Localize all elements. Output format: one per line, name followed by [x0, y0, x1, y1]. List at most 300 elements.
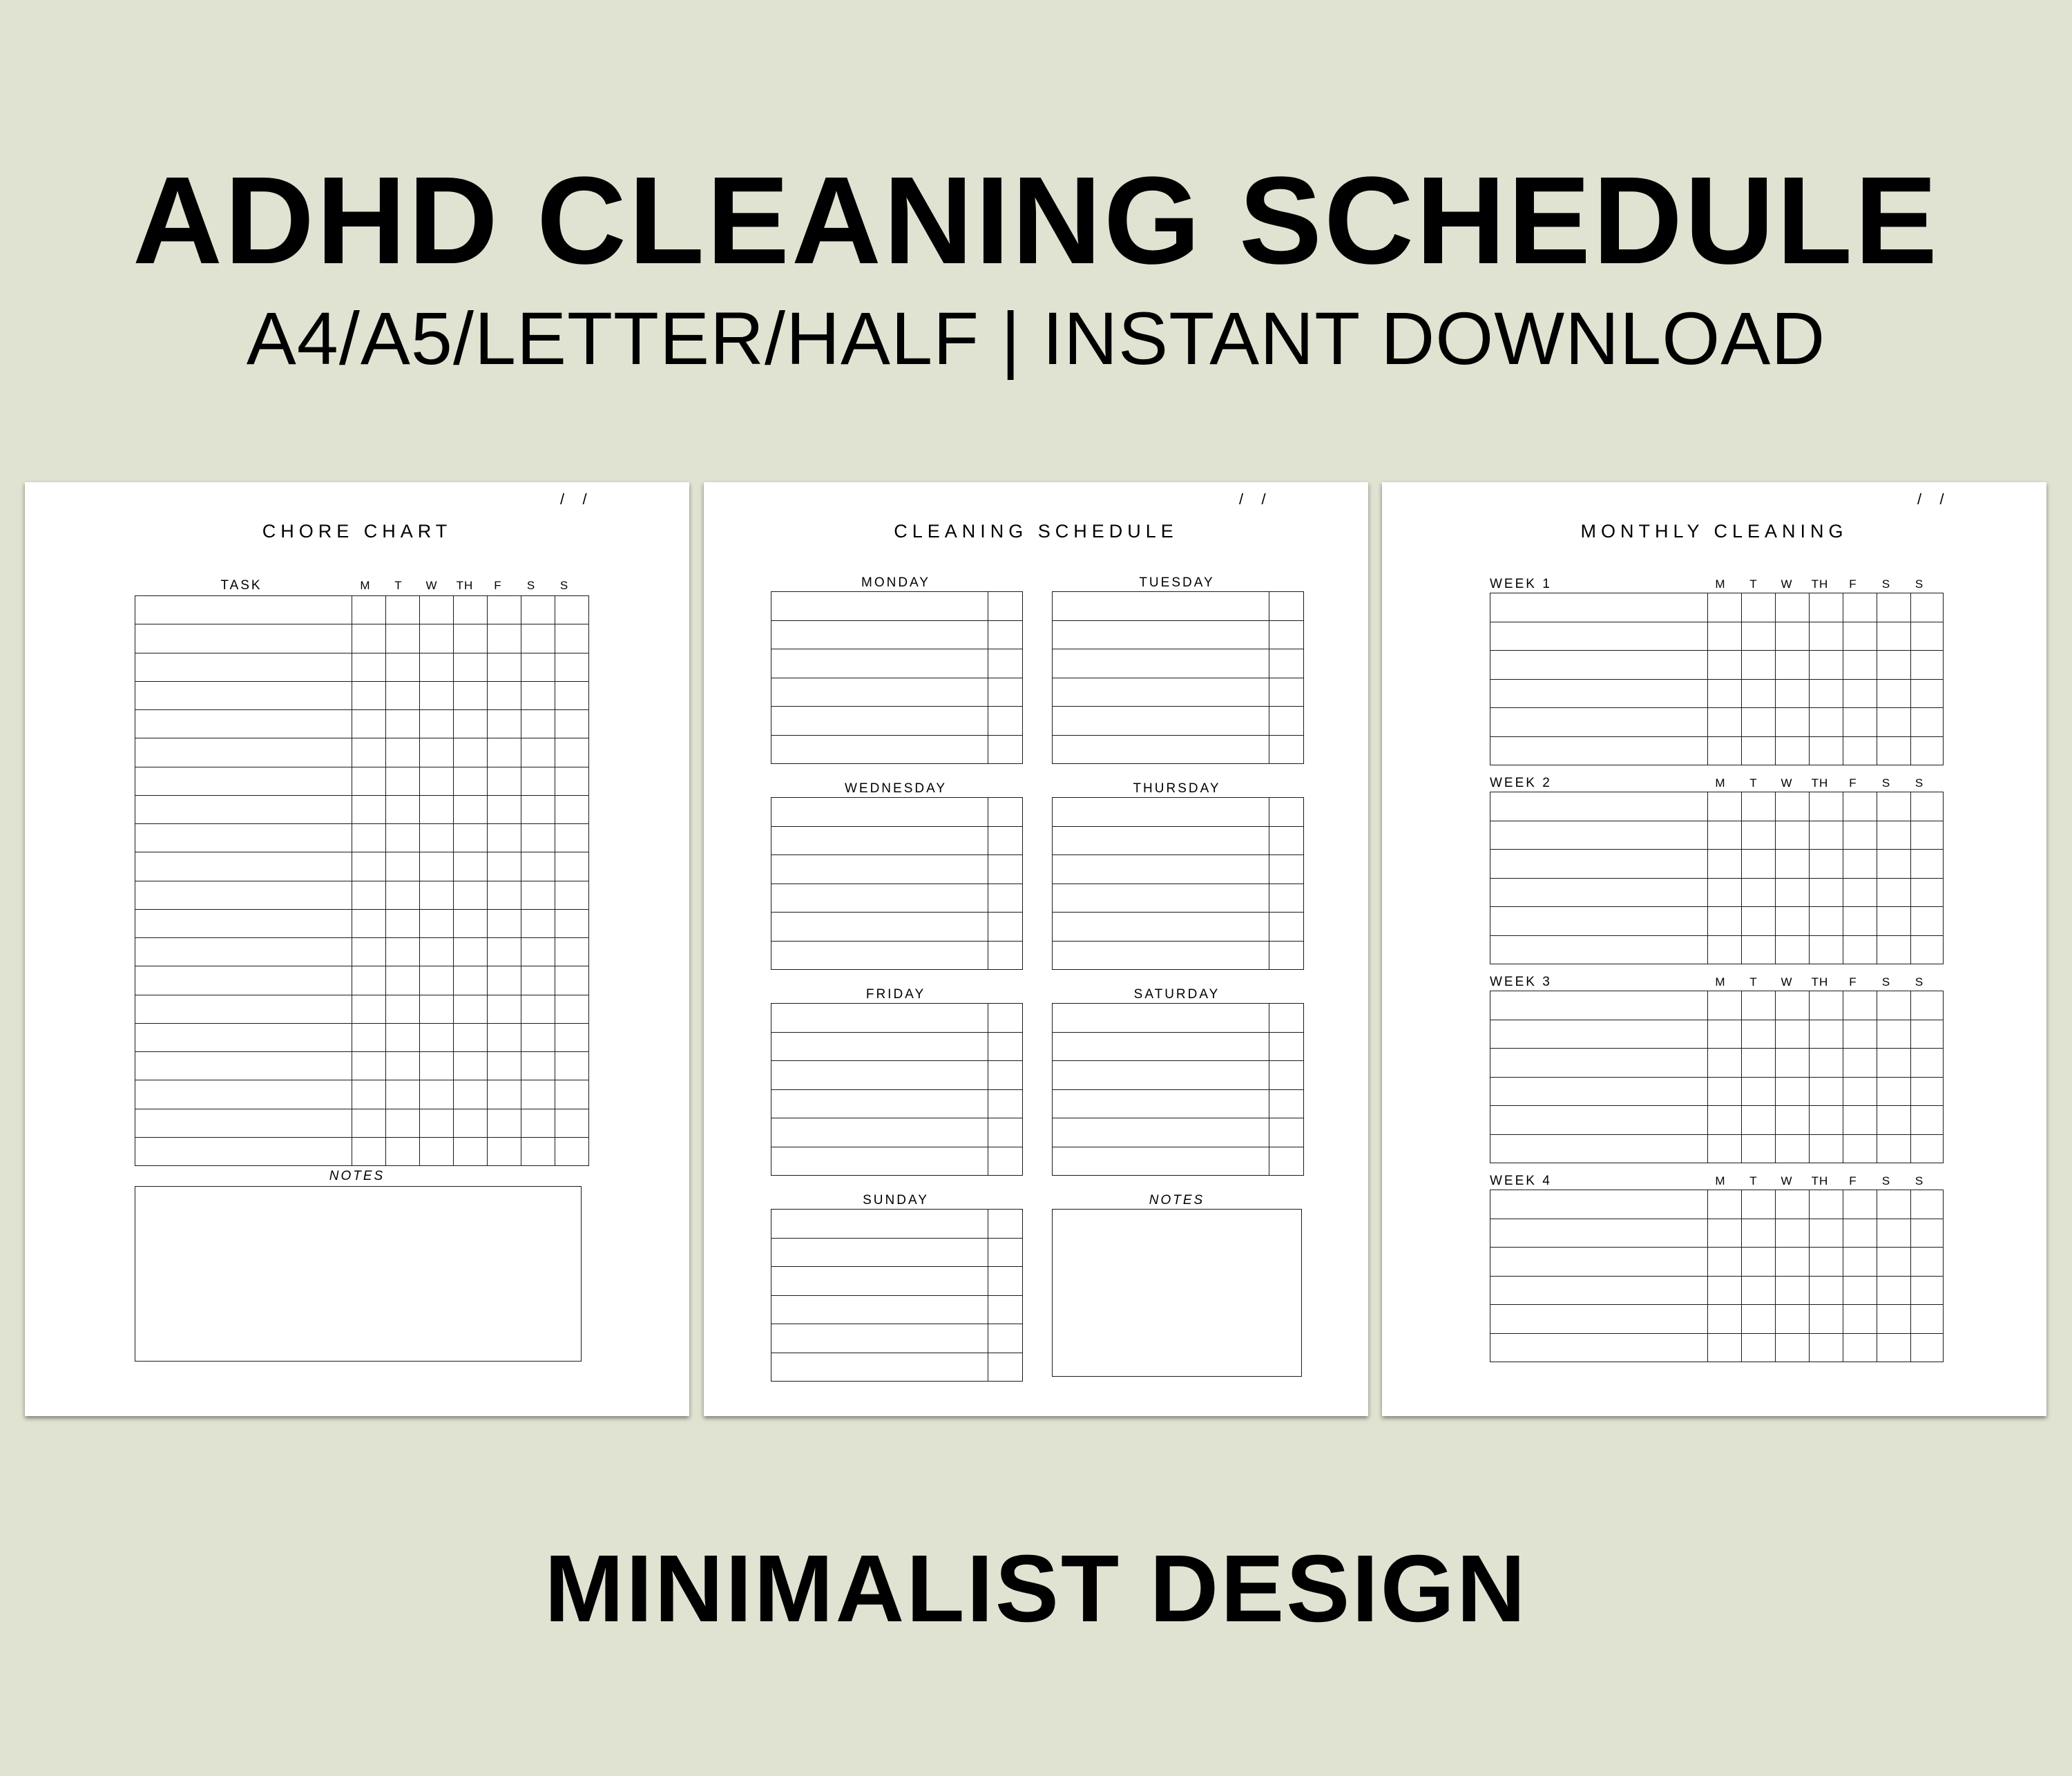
task-cell[interactable]	[771, 826, 988, 855]
check-cell[interactable]	[1877, 736, 1911, 765]
check-cell[interactable]	[488, 852, 521, 881]
task-cell[interactable]	[771, 1210, 988, 1239]
task-cell[interactable]	[135, 767, 352, 795]
check-cell[interactable]	[1843, 651, 1877, 680]
check-cell[interactable]	[420, 1137, 454, 1165]
task-cell[interactable]	[1490, 1134, 1708, 1163]
check-cell[interactable]	[1269, 855, 1304, 884]
check-cell[interactable]	[352, 824, 386, 852]
check-cell[interactable]	[1843, 736, 1877, 765]
check-cell[interactable]	[1742, 736, 1776, 765]
check-cell[interactable]	[386, 795, 420, 823]
check-cell[interactable]	[555, 1023, 589, 1051]
task-cell[interactable]	[135, 966, 352, 995]
task-cell[interactable]	[771, 1324, 988, 1353]
check-cell[interactable]	[454, 653, 488, 681]
task-cell[interactable]	[1490, 1248, 1708, 1277]
check-cell[interactable]	[1708, 1077, 1742, 1106]
check-cell[interactable]	[521, 681, 555, 709]
check-cell[interactable]	[1877, 1305, 1911, 1334]
task-cell[interactable]	[771, 620, 988, 649]
check-cell[interactable]	[1810, 1049, 1843, 1078]
check-cell[interactable]	[1810, 878, 1843, 907]
task-cell[interactable]	[771, 1267, 988, 1296]
check-cell[interactable]	[555, 1052, 589, 1080]
check-cell[interactable]	[1742, 622, 1776, 651]
check-cell[interactable]	[352, 909, 386, 937]
check-cell[interactable]	[1911, 593, 1944, 622]
check-cell[interactable]	[1810, 792, 1843, 821]
task-cell[interactable]	[1490, 1077, 1708, 1106]
check-cell[interactable]	[1810, 1020, 1843, 1049]
check-cell[interactable]	[1742, 1020, 1776, 1049]
check-cell[interactable]	[386, 710, 420, 738]
check-cell[interactable]	[420, 852, 454, 881]
check-cell[interactable]	[1911, 1106, 1944, 1135]
check-cell[interactable]	[1776, 1305, 1810, 1334]
task-cell[interactable]	[771, 941, 988, 970]
check-cell[interactable]	[1708, 1219, 1742, 1248]
check-cell[interactable]	[1877, 935, 1911, 964]
check-cell[interactable]	[988, 735, 1023, 764]
check-cell[interactable]	[1911, 1020, 1944, 1049]
check-cell[interactable]	[1776, 1333, 1810, 1362]
check-cell[interactable]	[521, 938, 555, 966]
check-cell[interactable]	[1877, 1134, 1911, 1163]
check-cell[interactable]	[555, 966, 589, 995]
check-cell[interactable]	[420, 995, 454, 1023]
check-cell[interactable]	[1911, 679, 1944, 708]
check-cell[interactable]	[1843, 1134, 1877, 1163]
check-cell[interactable]	[988, 1210, 1023, 1239]
task-cell[interactable]	[1490, 651, 1708, 680]
check-cell[interactable]	[1708, 736, 1742, 765]
check-cell[interactable]	[1269, 1032, 1304, 1061]
task-cell[interactable]	[1053, 735, 1269, 764]
check-cell[interactable]	[352, 795, 386, 823]
check-cell[interactable]	[1776, 821, 1810, 850]
check-cell[interactable]	[1708, 651, 1742, 680]
check-cell[interactable]	[488, 1080, 521, 1109]
check-cell[interactable]	[1708, 1248, 1742, 1277]
check-cell[interactable]	[988, 1353, 1023, 1382]
check-cell[interactable]	[988, 1147, 1023, 1176]
task-cell[interactable]	[135, 738, 352, 767]
check-cell[interactable]	[386, 1137, 420, 1165]
check-cell[interactable]	[988, 1238, 1023, 1267]
check-cell[interactable]	[1776, 878, 1810, 907]
check-cell[interactable]	[988, 707, 1023, 736]
check-cell[interactable]	[1269, 1147, 1304, 1176]
check-cell[interactable]	[488, 824, 521, 852]
check-cell[interactable]	[1776, 1248, 1810, 1277]
check-cell[interactable]	[352, 881, 386, 909]
check-cell[interactable]	[988, 884, 1023, 913]
check-cell[interactable]	[1911, 991, 1944, 1020]
check-cell[interactable]	[1742, 878, 1776, 907]
check-cell[interactable]	[1810, 651, 1843, 680]
check-cell[interactable]	[1877, 1276, 1911, 1305]
check-cell[interactable]	[1269, 826, 1304, 855]
check-cell[interactable]	[352, 681, 386, 709]
task-cell[interactable]	[771, 1118, 988, 1147]
check-cell[interactable]	[555, 767, 589, 795]
check-cell[interactable]	[1708, 907, 1742, 936]
check-cell[interactable]	[1911, 1333, 1944, 1362]
task-cell[interactable]	[771, 1238, 988, 1267]
check-cell[interactable]	[1776, 1077, 1810, 1106]
check-cell[interactable]	[1843, 1106, 1877, 1135]
check-cell[interactable]	[1742, 593, 1776, 622]
check-cell[interactable]	[1877, 1219, 1911, 1248]
check-cell[interactable]	[488, 881, 521, 909]
check-cell[interactable]	[988, 592, 1023, 621]
check-cell[interactable]	[521, 596, 555, 624]
check-cell[interactable]	[420, 909, 454, 937]
check-cell[interactable]	[420, 1023, 454, 1051]
check-cell[interactable]	[488, 995, 521, 1023]
task-cell[interactable]	[771, 1004, 988, 1033]
check-cell[interactable]	[521, 1052, 555, 1080]
check-cell[interactable]	[1776, 679, 1810, 708]
notes-box[interactable]	[1052, 1209, 1302, 1377]
check-cell[interactable]	[386, 624, 420, 653]
task-cell[interactable]	[1490, 792, 1708, 821]
check-cell[interactable]	[352, 1137, 386, 1165]
check-cell[interactable]	[454, 995, 488, 1023]
task-cell[interactable]	[1053, 941, 1269, 970]
check-cell[interactable]	[1269, 1061, 1304, 1090]
check-cell[interactable]	[1708, 1190, 1742, 1219]
task-cell[interactable]	[1053, 707, 1269, 736]
check-cell[interactable]	[420, 824, 454, 852]
check-cell[interactable]	[454, 710, 488, 738]
task-cell[interactable]	[135, 824, 352, 852]
check-cell[interactable]	[1810, 1248, 1843, 1277]
check-cell[interactable]	[386, 881, 420, 909]
check-cell[interactable]	[1708, 1333, 1742, 1362]
check-cell[interactable]	[386, 738, 420, 767]
check-cell[interactable]	[1877, 651, 1911, 680]
check-cell[interactable]	[386, 824, 420, 852]
check-cell[interactable]	[555, 824, 589, 852]
task-cell[interactable]	[771, 735, 988, 764]
check-cell[interactable]	[454, 1023, 488, 1051]
check-cell[interactable]	[1877, 991, 1911, 1020]
check-cell[interactable]	[521, 852, 555, 881]
check-cell[interactable]	[988, 826, 1023, 855]
check-cell[interactable]	[386, 596, 420, 624]
check-cell[interactable]	[1810, 679, 1843, 708]
check-cell[interactable]	[454, 938, 488, 966]
check-cell[interactable]	[555, 909, 589, 937]
task-cell[interactable]	[1053, 1089, 1269, 1118]
check-cell[interactable]	[1877, 821, 1911, 850]
check-cell[interactable]	[1843, 1248, 1877, 1277]
task-cell[interactable]	[1053, 1032, 1269, 1061]
task-cell[interactable]	[1053, 913, 1269, 942]
check-cell[interactable]	[555, 938, 589, 966]
check-cell[interactable]	[1776, 1106, 1810, 1135]
check-cell[interactable]	[454, 1109, 488, 1137]
check-cell[interactable]	[386, 938, 420, 966]
task-cell[interactable]	[135, 938, 352, 966]
check-cell[interactable]	[352, 1109, 386, 1137]
check-cell[interactable]	[1708, 622, 1742, 651]
check-cell[interactable]	[1776, 935, 1810, 964]
task-cell[interactable]	[135, 624, 352, 653]
check-cell[interactable]	[352, 995, 386, 1023]
check-cell[interactable]	[1776, 651, 1810, 680]
task-cell[interactable]	[1053, 620, 1269, 649]
task-cell[interactable]	[1053, 649, 1269, 678]
check-cell[interactable]	[1269, 620, 1304, 649]
task-cell[interactable]	[1053, 678, 1269, 707]
check-cell[interactable]	[1843, 593, 1877, 622]
check-cell[interactable]	[488, 624, 521, 653]
check-cell[interactable]	[1911, 907, 1944, 936]
check-cell[interactable]	[1843, 1020, 1877, 1049]
task-cell[interactable]	[1053, 855, 1269, 884]
task-cell[interactable]	[1490, 1020, 1708, 1049]
check-cell[interactable]	[1742, 792, 1776, 821]
check-cell[interactable]	[488, 1023, 521, 1051]
check-cell[interactable]	[420, 738, 454, 767]
check-cell[interactable]	[386, 1023, 420, 1051]
check-cell[interactable]	[1877, 1248, 1911, 1277]
task-cell[interactable]	[771, 678, 988, 707]
check-cell[interactable]	[1742, 1219, 1776, 1248]
check-cell[interactable]	[1269, 913, 1304, 942]
task-cell[interactable]	[1490, 736, 1708, 765]
check-cell[interactable]	[1911, 1190, 1944, 1219]
check-cell[interactable]	[386, 1109, 420, 1137]
task-cell[interactable]	[1490, 1219, 1708, 1248]
check-cell[interactable]	[1708, 1020, 1742, 1049]
notes-box[interactable]	[135, 1186, 582, 1362]
check-cell[interactable]	[454, 596, 488, 624]
check-cell[interactable]	[1776, 708, 1810, 737]
check-cell[interactable]	[521, 995, 555, 1023]
check-cell[interactable]	[1911, 850, 1944, 879]
check-cell[interactable]	[1911, 935, 1944, 964]
check-cell[interactable]	[1843, 1333, 1877, 1362]
check-cell[interactable]	[488, 1137, 521, 1165]
task-cell[interactable]	[135, 795, 352, 823]
check-cell[interactable]	[488, 653, 521, 681]
check-cell[interactable]	[555, 653, 589, 681]
check-cell[interactable]	[1269, 592, 1304, 621]
check-cell[interactable]	[1742, 1248, 1776, 1277]
check-cell[interactable]	[488, 738, 521, 767]
check-cell[interactable]	[1911, 1248, 1944, 1277]
check-cell[interactable]	[1810, 1134, 1843, 1163]
check-cell[interactable]	[1742, 935, 1776, 964]
check-cell[interactable]	[988, 620, 1023, 649]
check-cell[interactable]	[1742, 1106, 1776, 1135]
check-cell[interactable]	[521, 767, 555, 795]
check-cell[interactable]	[1877, 878, 1911, 907]
check-cell[interactable]	[1269, 707, 1304, 736]
check-cell[interactable]	[1708, 850, 1742, 879]
check-cell[interactable]	[1911, 736, 1944, 765]
check-cell[interactable]	[1877, 708, 1911, 737]
check-cell[interactable]	[521, 824, 555, 852]
check-cell[interactable]	[454, 795, 488, 823]
check-cell[interactable]	[555, 710, 589, 738]
check-cell[interactable]	[1776, 593, 1810, 622]
check-cell[interactable]	[1877, 1049, 1911, 1078]
check-cell[interactable]	[1843, 792, 1877, 821]
check-cell[interactable]	[555, 624, 589, 653]
task-cell[interactable]	[1490, 1106, 1708, 1135]
check-cell[interactable]	[454, 881, 488, 909]
check-cell[interactable]	[1911, 1049, 1944, 1078]
check-cell[interactable]	[386, 681, 420, 709]
check-cell[interactable]	[1877, 622, 1911, 651]
check-cell[interactable]	[1269, 1089, 1304, 1118]
task-cell[interactable]	[135, 710, 352, 738]
check-cell[interactable]	[420, 881, 454, 909]
check-cell[interactable]	[1810, 622, 1843, 651]
check-cell[interactable]	[386, 653, 420, 681]
check-cell[interactable]	[1708, 935, 1742, 964]
check-cell[interactable]	[420, 681, 454, 709]
check-cell[interactable]	[1911, 878, 1944, 907]
check-cell[interactable]	[1742, 651, 1776, 680]
check-cell[interactable]	[1776, 792, 1810, 821]
check-cell[interactable]	[1843, 1077, 1877, 1106]
check-cell[interactable]	[1911, 1134, 1944, 1163]
check-cell[interactable]	[352, 710, 386, 738]
check-cell[interactable]	[488, 681, 521, 709]
check-cell[interactable]	[1810, 1106, 1843, 1135]
task-cell[interactable]	[1053, 826, 1269, 855]
check-cell[interactable]	[1911, 821, 1944, 850]
check-cell[interactable]	[352, 1052, 386, 1080]
check-cell[interactable]	[352, 767, 386, 795]
check-cell[interactable]	[521, 795, 555, 823]
check-cell[interactable]	[1877, 679, 1911, 708]
check-cell[interactable]	[988, 798, 1023, 827]
check-cell[interactable]	[521, 881, 555, 909]
task-cell[interactable]	[1490, 1305, 1708, 1334]
task-cell[interactable]	[1053, 798, 1269, 827]
check-cell[interactable]	[1742, 821, 1776, 850]
check-cell[interactable]	[1810, 991, 1843, 1020]
check-cell[interactable]	[1269, 649, 1304, 678]
check-cell[interactable]	[1843, 679, 1877, 708]
check-cell[interactable]	[352, 596, 386, 624]
task-cell[interactable]	[771, 1061, 988, 1090]
check-cell[interactable]	[988, 1032, 1023, 1061]
check-cell[interactable]	[454, 824, 488, 852]
check-cell[interactable]	[1810, 736, 1843, 765]
check-cell[interactable]	[1877, 1106, 1911, 1135]
check-cell[interactable]	[1843, 991, 1877, 1020]
check-cell[interactable]	[1708, 1276, 1742, 1305]
check-cell[interactable]	[352, 938, 386, 966]
task-cell[interactable]	[771, 1353, 988, 1382]
check-cell[interactable]	[988, 1061, 1023, 1090]
check-cell[interactable]	[454, 1137, 488, 1165]
check-cell[interactable]	[1877, 1077, 1911, 1106]
check-cell[interactable]	[386, 909, 420, 937]
check-cell[interactable]	[1877, 907, 1911, 936]
check-cell[interactable]	[1269, 884, 1304, 913]
check-cell[interactable]	[488, 795, 521, 823]
check-cell[interactable]	[1810, 708, 1843, 737]
check-cell[interactable]	[1742, 1276, 1776, 1305]
check-cell[interactable]	[1810, 1190, 1843, 1219]
check-cell[interactable]	[521, 909, 555, 937]
task-cell[interactable]	[771, 1147, 988, 1176]
task-cell[interactable]	[135, 1109, 352, 1137]
check-cell[interactable]	[488, 1109, 521, 1137]
check-cell[interactable]	[1843, 1276, 1877, 1305]
task-cell[interactable]	[135, 881, 352, 909]
check-cell[interactable]	[488, 938, 521, 966]
check-cell[interactable]	[352, 653, 386, 681]
check-cell[interactable]	[988, 1295, 1023, 1324]
check-cell[interactable]	[555, 1137, 589, 1165]
check-cell[interactable]	[1776, 1190, 1810, 1219]
check-cell[interactable]	[454, 852, 488, 881]
task-cell[interactable]	[771, 1089, 988, 1118]
check-cell[interactable]	[420, 966, 454, 995]
check-cell[interactable]	[1776, 850, 1810, 879]
check-cell[interactable]	[1877, 593, 1911, 622]
check-cell[interactable]	[1810, 1276, 1843, 1305]
check-cell[interactable]	[1810, 821, 1843, 850]
task-cell[interactable]	[771, 649, 988, 678]
check-cell[interactable]	[1269, 798, 1304, 827]
check-cell[interactable]	[1708, 1305, 1742, 1334]
check-cell[interactable]	[1843, 1219, 1877, 1248]
task-cell[interactable]	[1490, 821, 1708, 850]
check-cell[interactable]	[488, 966, 521, 995]
task-cell[interactable]	[771, 798, 988, 827]
check-cell[interactable]	[420, 767, 454, 795]
check-cell[interactable]	[386, 1052, 420, 1080]
task-cell[interactable]	[135, 995, 352, 1023]
check-cell[interactable]	[386, 1080, 420, 1109]
check-cell[interactable]	[1911, 1305, 1944, 1334]
check-cell[interactable]	[1742, 850, 1776, 879]
task-cell[interactable]	[1053, 592, 1269, 621]
check-cell[interactable]	[454, 738, 488, 767]
check-cell[interactable]	[1911, 1276, 1944, 1305]
check-cell[interactable]	[1708, 878, 1742, 907]
check-cell[interactable]	[988, 1004, 1023, 1033]
check-cell[interactable]	[1708, 991, 1742, 1020]
check-cell[interactable]	[420, 795, 454, 823]
check-cell[interactable]	[1843, 1190, 1877, 1219]
check-cell[interactable]	[1911, 1077, 1944, 1106]
check-cell[interactable]	[521, 653, 555, 681]
check-cell[interactable]	[1742, 1333, 1776, 1362]
check-cell[interactable]	[521, 624, 555, 653]
check-cell[interactable]	[1269, 941, 1304, 970]
check-cell[interactable]	[1776, 907, 1810, 936]
check-cell[interactable]	[1843, 1305, 1877, 1334]
check-cell[interactable]	[1776, 1276, 1810, 1305]
check-cell[interactable]	[1810, 1305, 1843, 1334]
check-cell[interactable]	[1877, 1333, 1911, 1362]
check-cell[interactable]	[386, 966, 420, 995]
check-cell[interactable]	[420, 1080, 454, 1109]
task-cell[interactable]	[771, 913, 988, 942]
